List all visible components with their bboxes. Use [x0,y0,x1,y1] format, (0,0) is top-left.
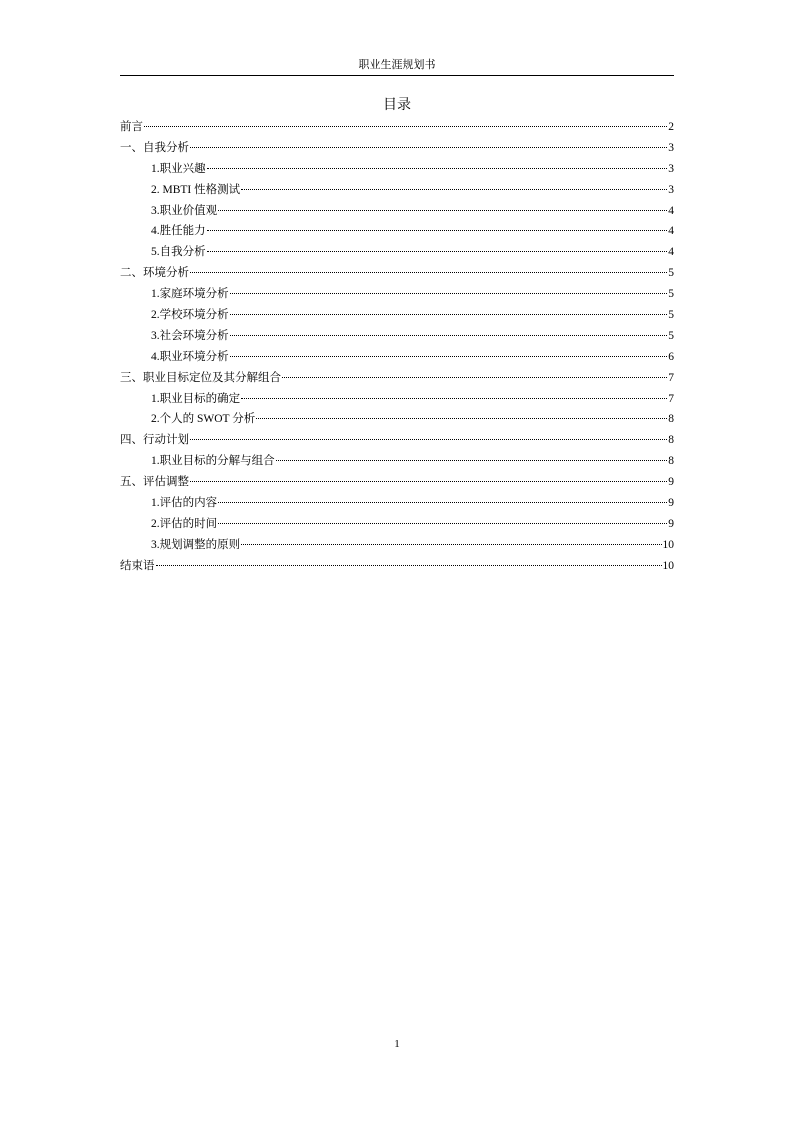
toc-entry-label: 二、环境分析 [120,267,189,280]
header-divider [120,75,674,76]
toc-dot-leader [144,126,667,127]
toc-dot-leader [276,460,668,461]
toc-entry-label: 1.职业目标的分解与组合 [151,455,275,468]
toc-entry[interactable] [120,409,674,430]
toc-entry[interactable] [120,451,674,472]
toc-entry-label: 1.职业兴趣 [151,162,206,175]
toc-entry-label: 前言 [120,121,143,133]
toc-entry-page: 3 [668,183,674,196]
toc-entry-page: 5 [668,288,674,301]
toc-dot-leader [190,147,667,148]
toc-entry[interactable] [120,242,674,263]
toc-entry-label: 2.评估的时间 [151,517,218,530]
toc-entry[interactable] [120,284,674,305]
toc-entry-page: 8 [668,455,674,468]
toc-entry[interactable] [120,221,674,242]
toc-entry-label: 2.个人的 SWOT 分析 [151,413,256,426]
toc-entry-label: 四、行动计划 [120,434,189,447]
toc-entry[interactable] [120,514,674,535]
page-number: 1 [394,1038,400,1050]
toc-entry-label: 五、评估调整 [120,476,189,489]
toc-entry[interactable] [120,389,674,410]
toc-entry-page: 10 [662,559,674,572]
toc-dot-leader [207,230,668,231]
toc-entry[interactable] [120,117,674,138]
toc-entry[interactable] [120,326,674,347]
toc-dot-leader [207,251,668,252]
toc-entry-page: 4 [668,225,674,238]
toc-dot-leader [156,565,662,566]
toc-entry-page: 9 [668,497,674,510]
toc-entry[interactable] [120,535,674,556]
toc-entry[interactable] [120,347,674,368]
toc-entry-page: 9 [668,476,674,489]
toc-entry-page: 4 [668,246,674,259]
toc-entry-page: 8 [668,434,674,447]
toc-dot-leader [190,439,667,440]
toc-entry[interactable] [120,493,674,514]
toc-entry-page: 3 [668,162,674,175]
toc-entry[interactable] [120,368,674,389]
toc-entry-label: 一、自我分析 [120,141,189,154]
toc-entry-label: 4.胜任能力 [151,225,206,238]
toc-entry-page: 6 [668,350,674,363]
toc-entry-page: 7 [668,371,674,384]
toc-dot-leader [256,418,667,419]
toc-dot-leader [207,168,668,169]
toc-dot-leader [218,502,667,503]
toc-dot-leader [230,293,668,294]
toc-entry-label: 2.学校环境分析 [151,309,229,322]
toc-entry-label: 2. MBTI 性格测试 [151,183,241,196]
toc-dot-leader [241,189,667,190]
toc-entry-label: 3.职业价值观 [151,204,218,217]
toc-entry-label: 4.职业环境分析 [151,350,229,363]
toc-entry-page: 5 [668,309,674,322]
toc-entry-label: 5.自我分析 [151,246,206,259]
toc-entry[interactable] [120,180,674,201]
toc-dot-leader [218,523,667,524]
toc-entry[interactable] [120,472,674,493]
toc-dot-leader [241,398,667,399]
toc-entry[interactable] [120,138,674,159]
toc-entry-page: 9 [668,517,674,530]
toc-entry-label: 3.规划调整的原则 [151,538,241,551]
toc-entry-page: 8 [668,413,674,426]
toc-dot-leader [230,356,668,357]
toc-entry-label: 3.社会环境分析 [151,329,229,342]
toc-dot-leader [190,481,667,482]
toc-entry-page: 10 [662,538,674,551]
toc-entry-label: 1.职业目标的确定 [151,392,241,405]
toc-entry-label: 1.家庭环境分析 [151,288,229,301]
page-header: 职业生涯规划书 [358,59,436,71]
toc-dot-leader [230,314,668,315]
toc-entry-page: 5 [668,267,674,280]
toc-entry-page: 7 [668,392,674,405]
toc-entry-label: 三、职业目标定位及其分解组合 [120,371,281,384]
toc-entry[interactable] [120,430,674,451]
toc-entry[interactable] [120,556,674,577]
toc-dot-leader [282,377,667,378]
toc-entry-page: 2 [668,121,674,133]
toc-dot-leader [241,544,661,545]
toc-entry[interactable] [120,263,674,284]
toc-entry[interactable] [120,305,674,326]
toc-entry[interactable] [120,159,674,180]
toc-title: 目录 [383,98,411,113]
toc-dot-leader [230,335,668,336]
toc-entry-page: 3 [668,141,674,154]
toc-dot-leader [218,210,667,211]
toc-entry-page: 5 [668,329,674,342]
toc-entry-label: 1.评估的内容 [151,497,218,510]
table-of-contents [120,117,674,577]
toc-entry-label: 结束语 [120,559,155,572]
toc-entry-page: 4 [668,204,674,217]
toc-entry[interactable] [120,201,674,222]
toc-dot-leader [190,272,667,273]
